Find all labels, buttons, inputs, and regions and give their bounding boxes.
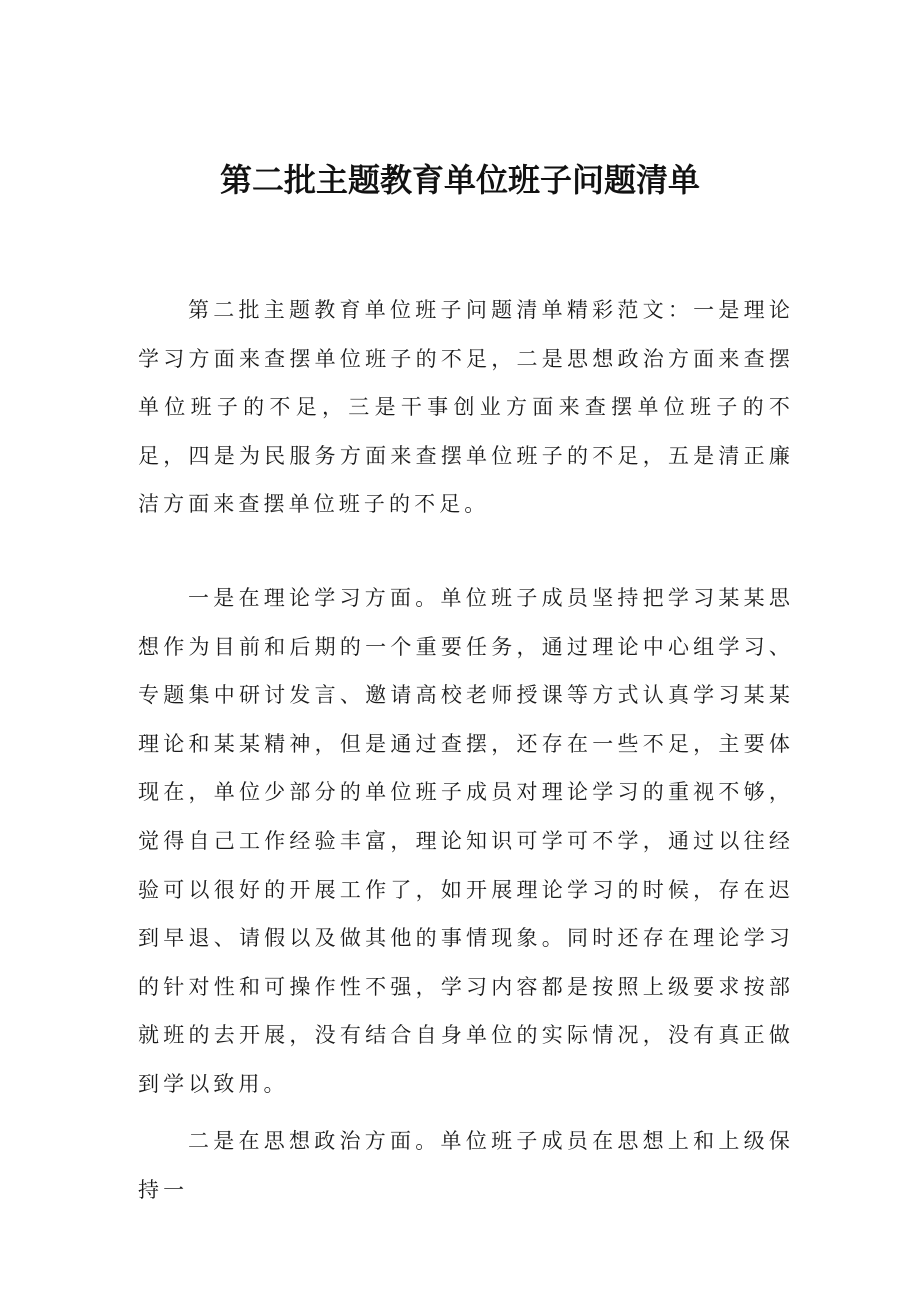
paragraph-intro: 第二批主题教育单位班子问题清单精彩范文：一是理论学习方面来查摆单位班子的不足，二是思想政治方面来查摆单位班子的不足，三是干事创业方面来查摆单位班子的不足，四是为民服务方面来查摆单位班子的不足，五是清正廉洁方面来查摆单位班子的不足。 <box>138 298 794 517</box>
paragraph-political-thought: 二是在思想政治方面。单位班子成员在思想上和上级保持一 <box>138 1129 794 1202</box>
document-title: 第二批主题教育单位班子问题清单 <box>219 161 700 199</box>
paragraph-theory-study: 一是在理论学习方面。单位班子成员坚持把学习某某思想作为目前和后期的一个重要任务，通过理论中心组学习、专题集中研讨发言、邀请高校老师授课等方式认真学习某某理论和某某精神，但是通过查摆，还存在一些不足，主要体现在，单位少部分的单位班子成员对理论学习的重视不够，觉得自己工作经验丰富，理论知识可学可不学，通过以往经验可以很好的开展工作了，如开展理论学习的时候，存在迟到早退、请假以及做其他的事情现象。同时还存在理论学习的针对性和可操作性不强，学习内容都是按照上级要求按部就班的去开展，没有结合自身单位的实际情况，没有真正做到学以致用。 <box>138 586 794 1096</box>
